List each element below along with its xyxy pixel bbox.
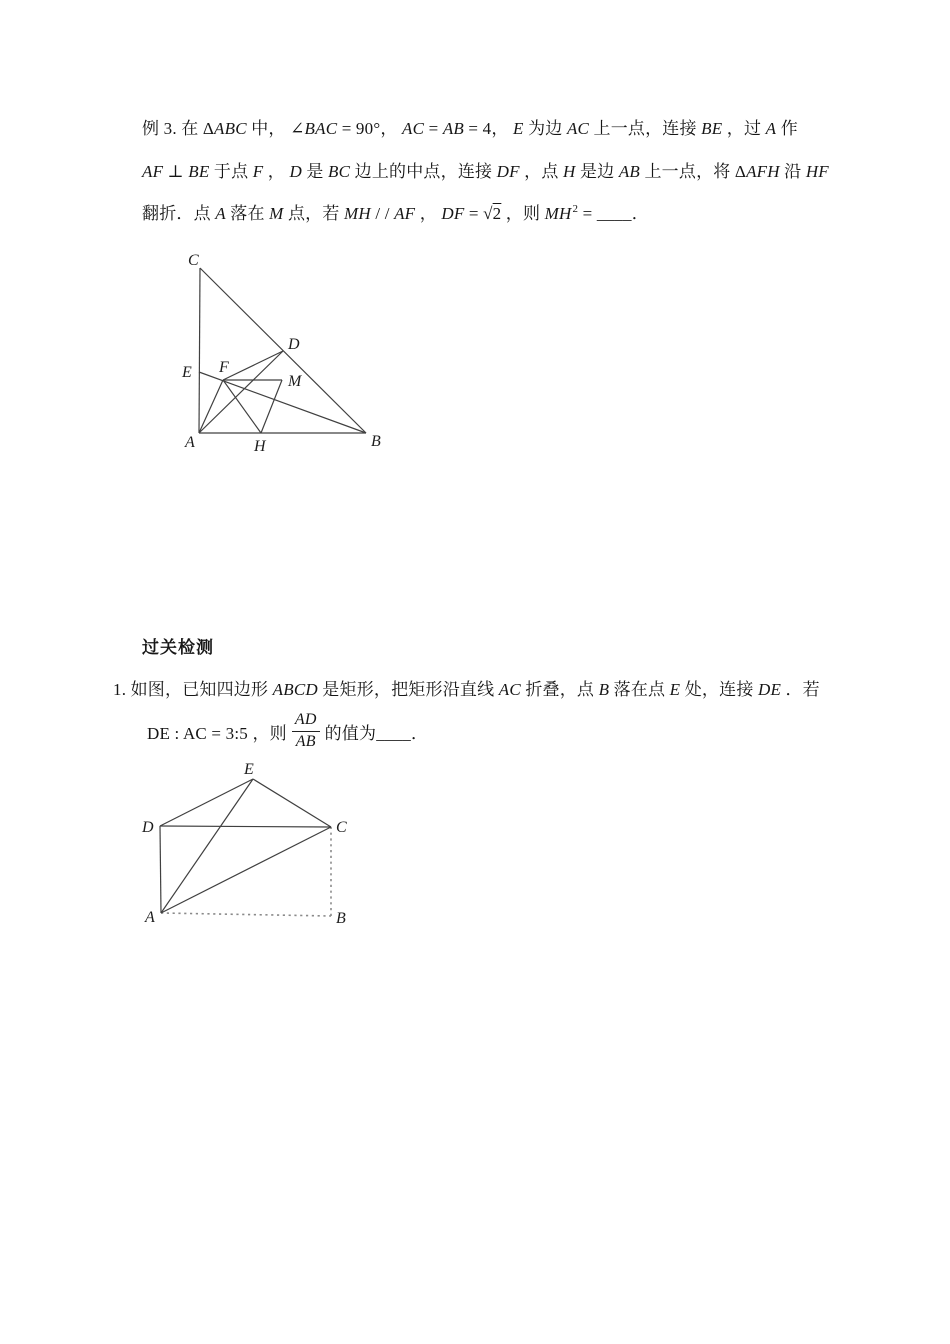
fig1-line-AD [199,351,283,433]
fraction-denominator: AB [295,732,316,750]
text-segment: E [513,119,524,138]
text-segment: 落在 [225,204,270,223]
fig1-line-AC [199,268,200,433]
text-segment: = [424,119,443,138]
text-segment: AC [498,680,521,699]
text-segment: AC [182,723,207,743]
text-segment: HF [805,162,829,181]
text-segment: ABC [214,119,247,138]
fig1-line-DF [223,351,283,380]
fig1-label-D: D [288,336,300,353]
fig2-line-DC [160,826,331,827]
text-segment: AC [402,119,425,138]
text-segment: 于点 [209,162,253,181]
text-segment: DE [147,723,171,743]
text-segment: DF [441,204,465,223]
text-segment: AF [142,162,164,181]
text-segment: ， [491,119,514,138]
text-segment: ． [411,723,429,743]
text-segment: DF [496,162,520,181]
text-segment: = 90° [337,119,381,138]
example3-text-line3 [142,203,649,227]
text-segment: 中， [246,119,291,138]
fraction-AD-over-AB [292,711,320,752]
fig2-line-AE [161,779,253,913]
text-segment: 沿 [779,162,806,181]
figure2-geometry-diagram [140,758,355,928]
text-segment: AF [394,204,416,223]
text-segment: 例 3. 在 [142,119,203,138]
text-segment: MH [344,204,371,223]
text-segment: 上一点，将 [640,162,735,181]
text-segment: ，则 [248,723,287,743]
text-segment: = 3:5 [206,723,248,743]
fig1-label-E: E [182,364,192,381]
text-segment: AC [566,119,590,138]
text-segment: = 4 [463,119,492,138]
text-segment: ， [380,119,402,138]
text-segment: 2 [492,204,502,223]
text-segment: ABCD [272,680,318,699]
text-segment: 点，若 [283,204,345,223]
text-segment: ，则 [501,204,545,223]
fig2-line-EC [253,779,331,827]
fig2-label-C: C [336,819,347,836]
example3-text-line1 [142,118,798,139]
fraction-numerator: AD [292,711,320,732]
problem1-text-line2 [147,709,428,753]
text-segment: 是 [301,162,329,181]
fig1-label-B: B [371,433,381,450]
text-segment: 折叠，点 [520,680,599,699]
text-segment: : [170,723,183,743]
fig1-label-A: A [185,434,195,451]
fig1-line-MH [261,380,282,433]
text-segment: F [252,162,264,181]
fig1-line-AF [199,380,223,433]
text-segment: ．若 [781,680,820,699]
text-segment: 上一点，连接 [589,119,702,138]
text-segment: E [669,680,681,699]
text-segment: = [578,204,597,223]
section-heading: 过关检测 [142,638,214,657]
text-segment: ，过 [722,119,766,138]
text-segment: ____ [596,204,632,223]
fig2-line-DE [160,779,253,826]
fig1-label-C: C [188,252,199,269]
fig2-label-A: A [145,909,155,926]
text-segment: BE [188,162,210,181]
fig2-line-DA [160,826,161,913]
text-segment: ∠ [290,119,305,138]
text-segment: AB [618,162,641,181]
text-segment: 2 [572,203,579,215]
fig2-label-E: E [244,761,254,778]
fig2-line-AB-dashed [161,913,331,916]
problem1-line2-post [325,719,429,744]
text-segment: 边上的中点，连接 [350,162,497,181]
text-segment: AFH [746,162,780,181]
text-segment: 翻折．点 [142,204,216,223]
text-segment: / / [370,204,395,223]
text-segment: 的值为 [324,723,377,743]
example3-text-line2 [142,161,829,182]
text-segment: M [269,204,284,223]
text-segment: DE [757,680,782,699]
text-segment: 为边 [523,119,567,138]
text-segment: A [765,119,777,138]
text-segment: ⊥ [163,162,189,181]
fig2-line-AC [161,827,331,913]
text-segment: A [215,204,226,223]
fig2-label-B: B [336,910,346,927]
text-segment: 作 [776,119,798,138]
fig1-label-M: M [288,373,302,390]
text-segment: BE [701,119,723,138]
text-segment: H [563,162,576,181]
text-segment: ， [263,162,290,181]
text-segment: Δ [202,119,215,138]
text-segment: 是矩形，把矩形沿直线 [317,680,499,699]
text-segment: ． [631,204,649,223]
text-segment: 落在点 [609,680,670,699]
fig2-label-D: D [142,819,154,836]
text-segment: MH [544,204,572,223]
text-segment: B [598,680,610,699]
text-segment: 处，连接 [680,680,758,699]
text-segment: 1. 如图，已知四边形 [113,680,273,699]
text-segment: = [464,204,484,223]
text-segment: BC [328,162,351,181]
text-segment: ， [415,204,442,223]
text-segment: 是边 [575,162,619,181]
text-segment: BAC [304,119,338,138]
fig1-label-F: F [219,359,229,376]
text-segment: Δ [734,162,747,181]
figure1-geometry-diagram [178,248,390,460]
text-segment: ____ [376,723,412,743]
text-segment: √ [483,204,493,223]
problem1-line2-pre [147,719,287,744]
text-segment: D [289,162,302,181]
fig1-label-H: H [254,438,266,455]
problem1-text-line1 [113,679,820,700]
text-segment: ，点 [519,162,564,181]
text-segment: AB [442,119,464,138]
